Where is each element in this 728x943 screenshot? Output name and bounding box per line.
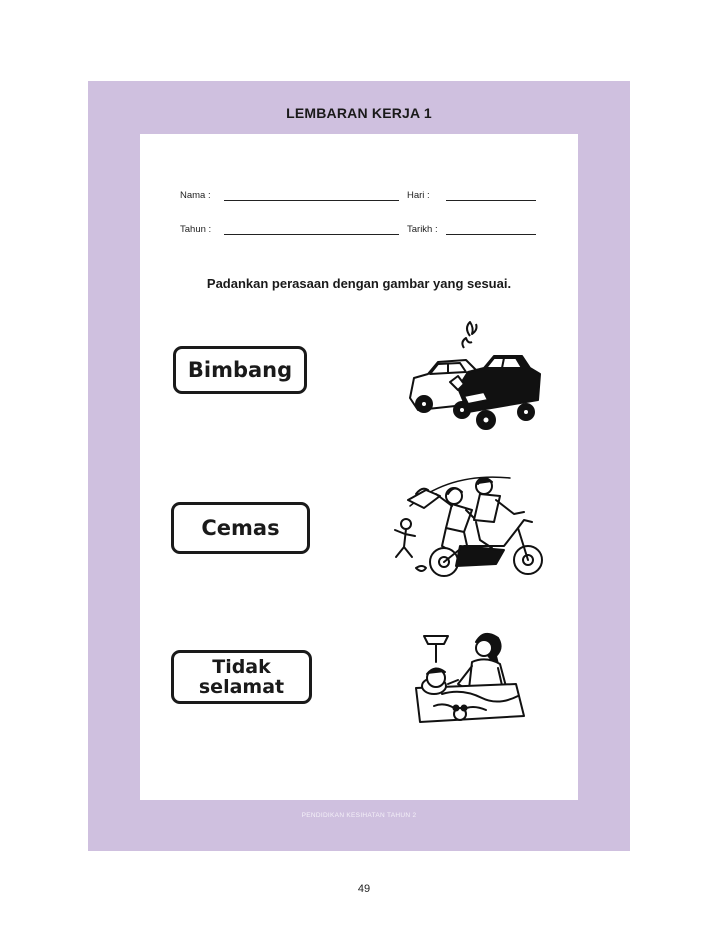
word-box-bimbang[interactable]: Bimbang bbox=[173, 346, 307, 394]
word-box-cemas[interactable]: Cemas bbox=[171, 502, 310, 554]
page-number: 49 bbox=[357, 883, 371, 895]
nama-label: Nama : bbox=[180, 190, 211, 201]
tahun-field[interactable] bbox=[224, 234, 399, 235]
hari-field[interactable] bbox=[446, 200, 536, 201]
hari-label: Hari : bbox=[407, 190, 430, 201]
tahun-label: Tahun : bbox=[180, 224, 212, 235]
worksheet-sheet bbox=[140, 134, 578, 800]
worksheet-frame bbox=[88, 81, 630, 851]
car-crash-icon[interactable] bbox=[402, 316, 542, 432]
nama-field[interactable] bbox=[224, 200, 399, 201]
tarikh-field[interactable] bbox=[446, 234, 536, 235]
worksheet-title: LEMBARAN KERJA 1 bbox=[286, 105, 432, 121]
instruction-text: Padankan perasaan dengan gambar yang sesuai. bbox=[206, 276, 512, 291]
tarikh-label: Tarikh : bbox=[407, 224, 438, 235]
sick-child-with-mother-icon[interactable] bbox=[412, 622, 528, 728]
worksheet-footer: PENDIDIKAN KESIHATAN TAHUN 2 bbox=[301, 812, 417, 819]
word-box-tidak-selamat[interactable]: Tidak selamat bbox=[171, 650, 312, 704]
motorcycle-snatch-theft-icon[interactable] bbox=[390, 466, 550, 590]
